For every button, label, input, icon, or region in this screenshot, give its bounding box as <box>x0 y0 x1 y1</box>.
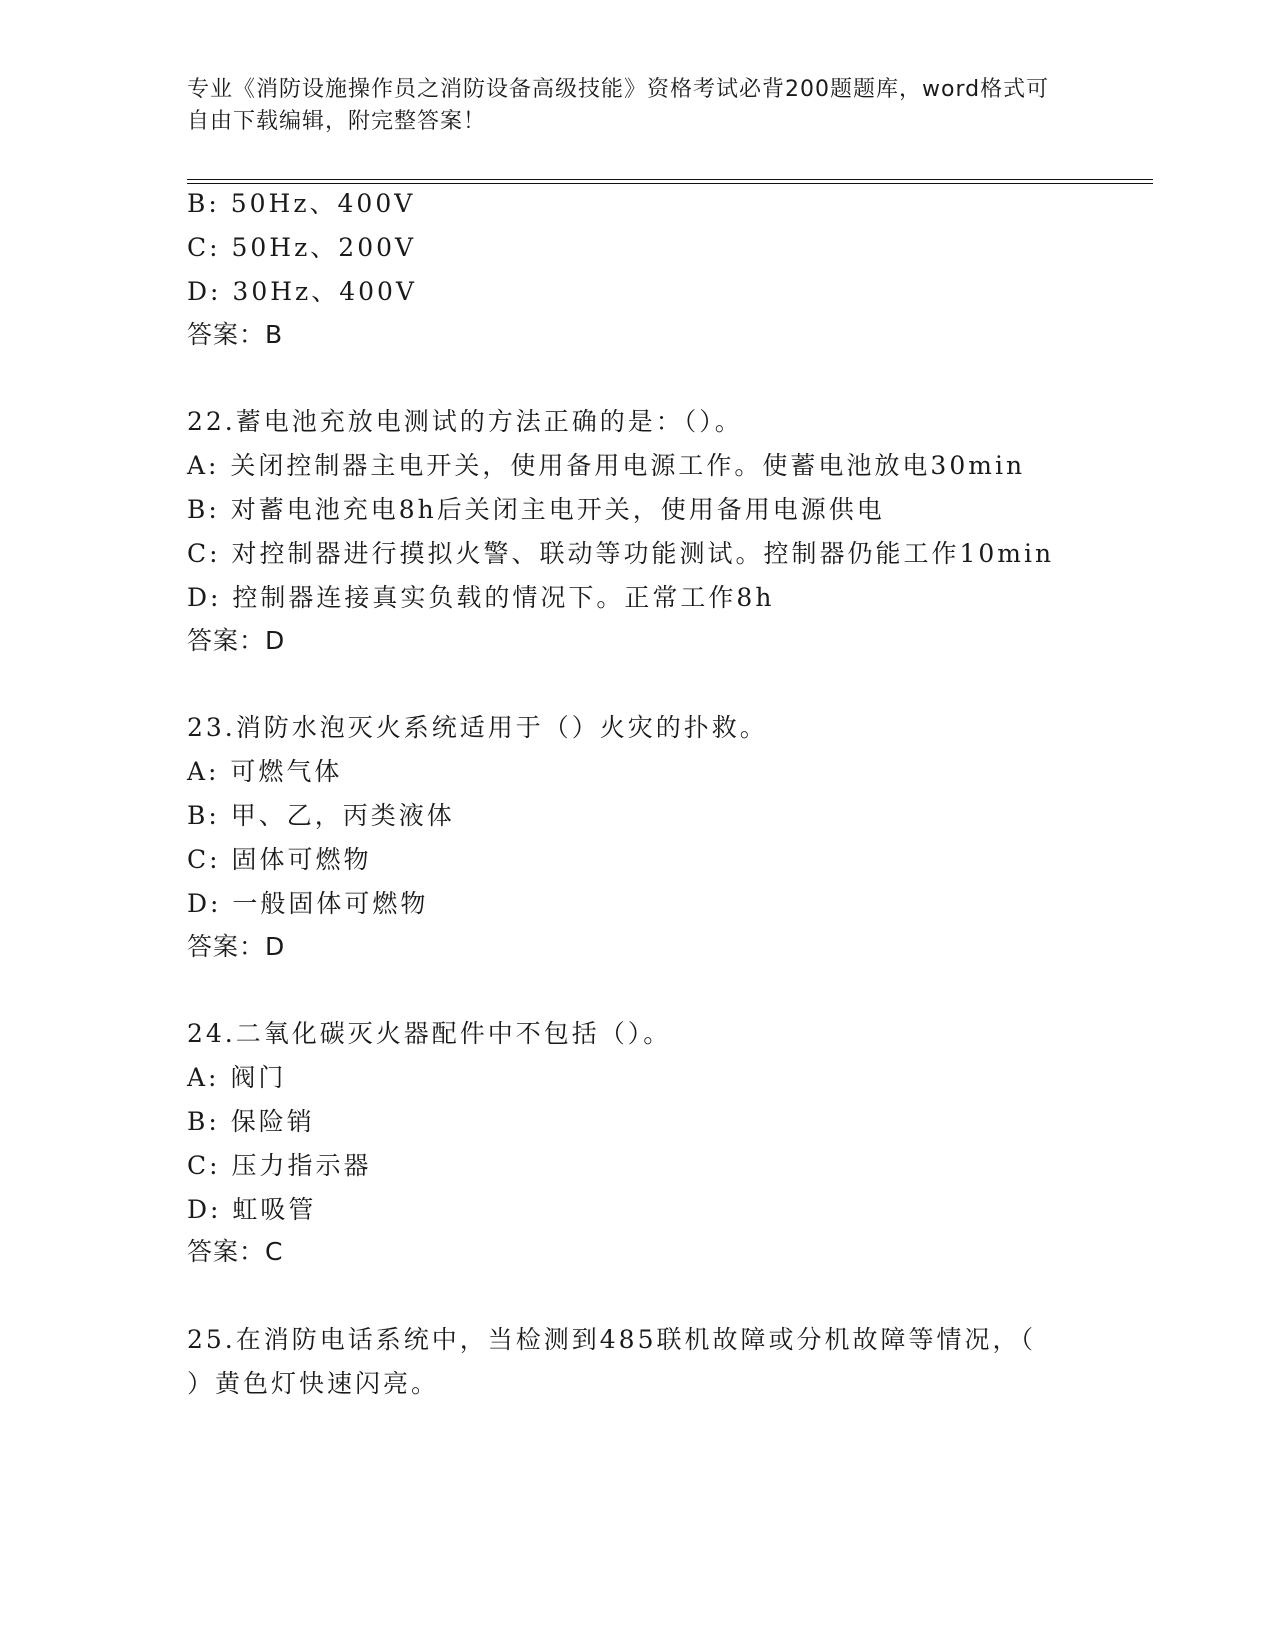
q24-question: 24.二氧化碳灭火器配件中不包括（）。 <box>187 1019 672 1048</box>
q25-question-line2: ）黄色灯快速闪亮。 <box>187 1369 440 1398</box>
q25-question-line1: 25.在消防电话系统中，当检测到485联机故障或分机故障等情况，（ <box>187 1325 1036 1354</box>
q24-answer: 答案：C <box>187 1237 284 1266</box>
q21-option-c: C: 50Hz、200V <box>187 233 417 262</box>
q21-answer: 答案：B <box>187 320 284 349</box>
q24-option-b: B: 保险销 <box>187 1107 315 1136</box>
q24-option-a: A: 阀门 <box>187 1063 287 1092</box>
q23-option-b: B: 甲、乙，丙类液体 <box>187 801 455 830</box>
q22-option-d: D: 控制器连接真实负载的情况下。正常工作8h <box>187 583 775 612</box>
q21-option-b: B: 50Hz、400V <box>187 189 416 218</box>
q23-question: 23.消防水泡灭火系统适用于（）火灾的扑救。 <box>187 713 768 742</box>
q22-option-c: C: 对控制器进行摸拟火警、联动等功能测试。控制器仍能工作10min <box>187 539 1055 568</box>
q22-option-a: A: 关闭控制器主电开关，使用备用电源工作。使蓄电池放电30min <box>187 451 1026 480</box>
q22-answer: 答案：D <box>187 626 286 655</box>
q22-question: 22.蓄电池充放电测试的方法正确的是：（）。 <box>187 407 743 436</box>
q24-option-c: C: 压力指示器 <box>187 1151 372 1180</box>
q23-answer: 答案：D <box>187 932 286 961</box>
q22-option-b: B: 对蓄电池充电8h后关闭主电开关，使用备用电源供电 <box>187 495 885 524</box>
q24-option-d: D: 虹吸管 <box>187 1195 317 1224</box>
document-header: 专业《消防设施操作员之消防设备高级技能》资格考试必背200题题库，word格式可自由下载编辑，附完整答案！ <box>187 77 1050 134</box>
q23-option-c: C: 固体可燃物 <box>187 845 372 874</box>
q23-option-a: A: 可燃气体 <box>187 757 343 786</box>
q23-option-d: D: 一般固体可燃物 <box>187 889 429 918</box>
q21-option-d: D: 30Hz、400V <box>187 277 417 306</box>
header-divider-top <box>187 179 1153 180</box>
header-divider-bottom <box>187 183 1153 184</box>
